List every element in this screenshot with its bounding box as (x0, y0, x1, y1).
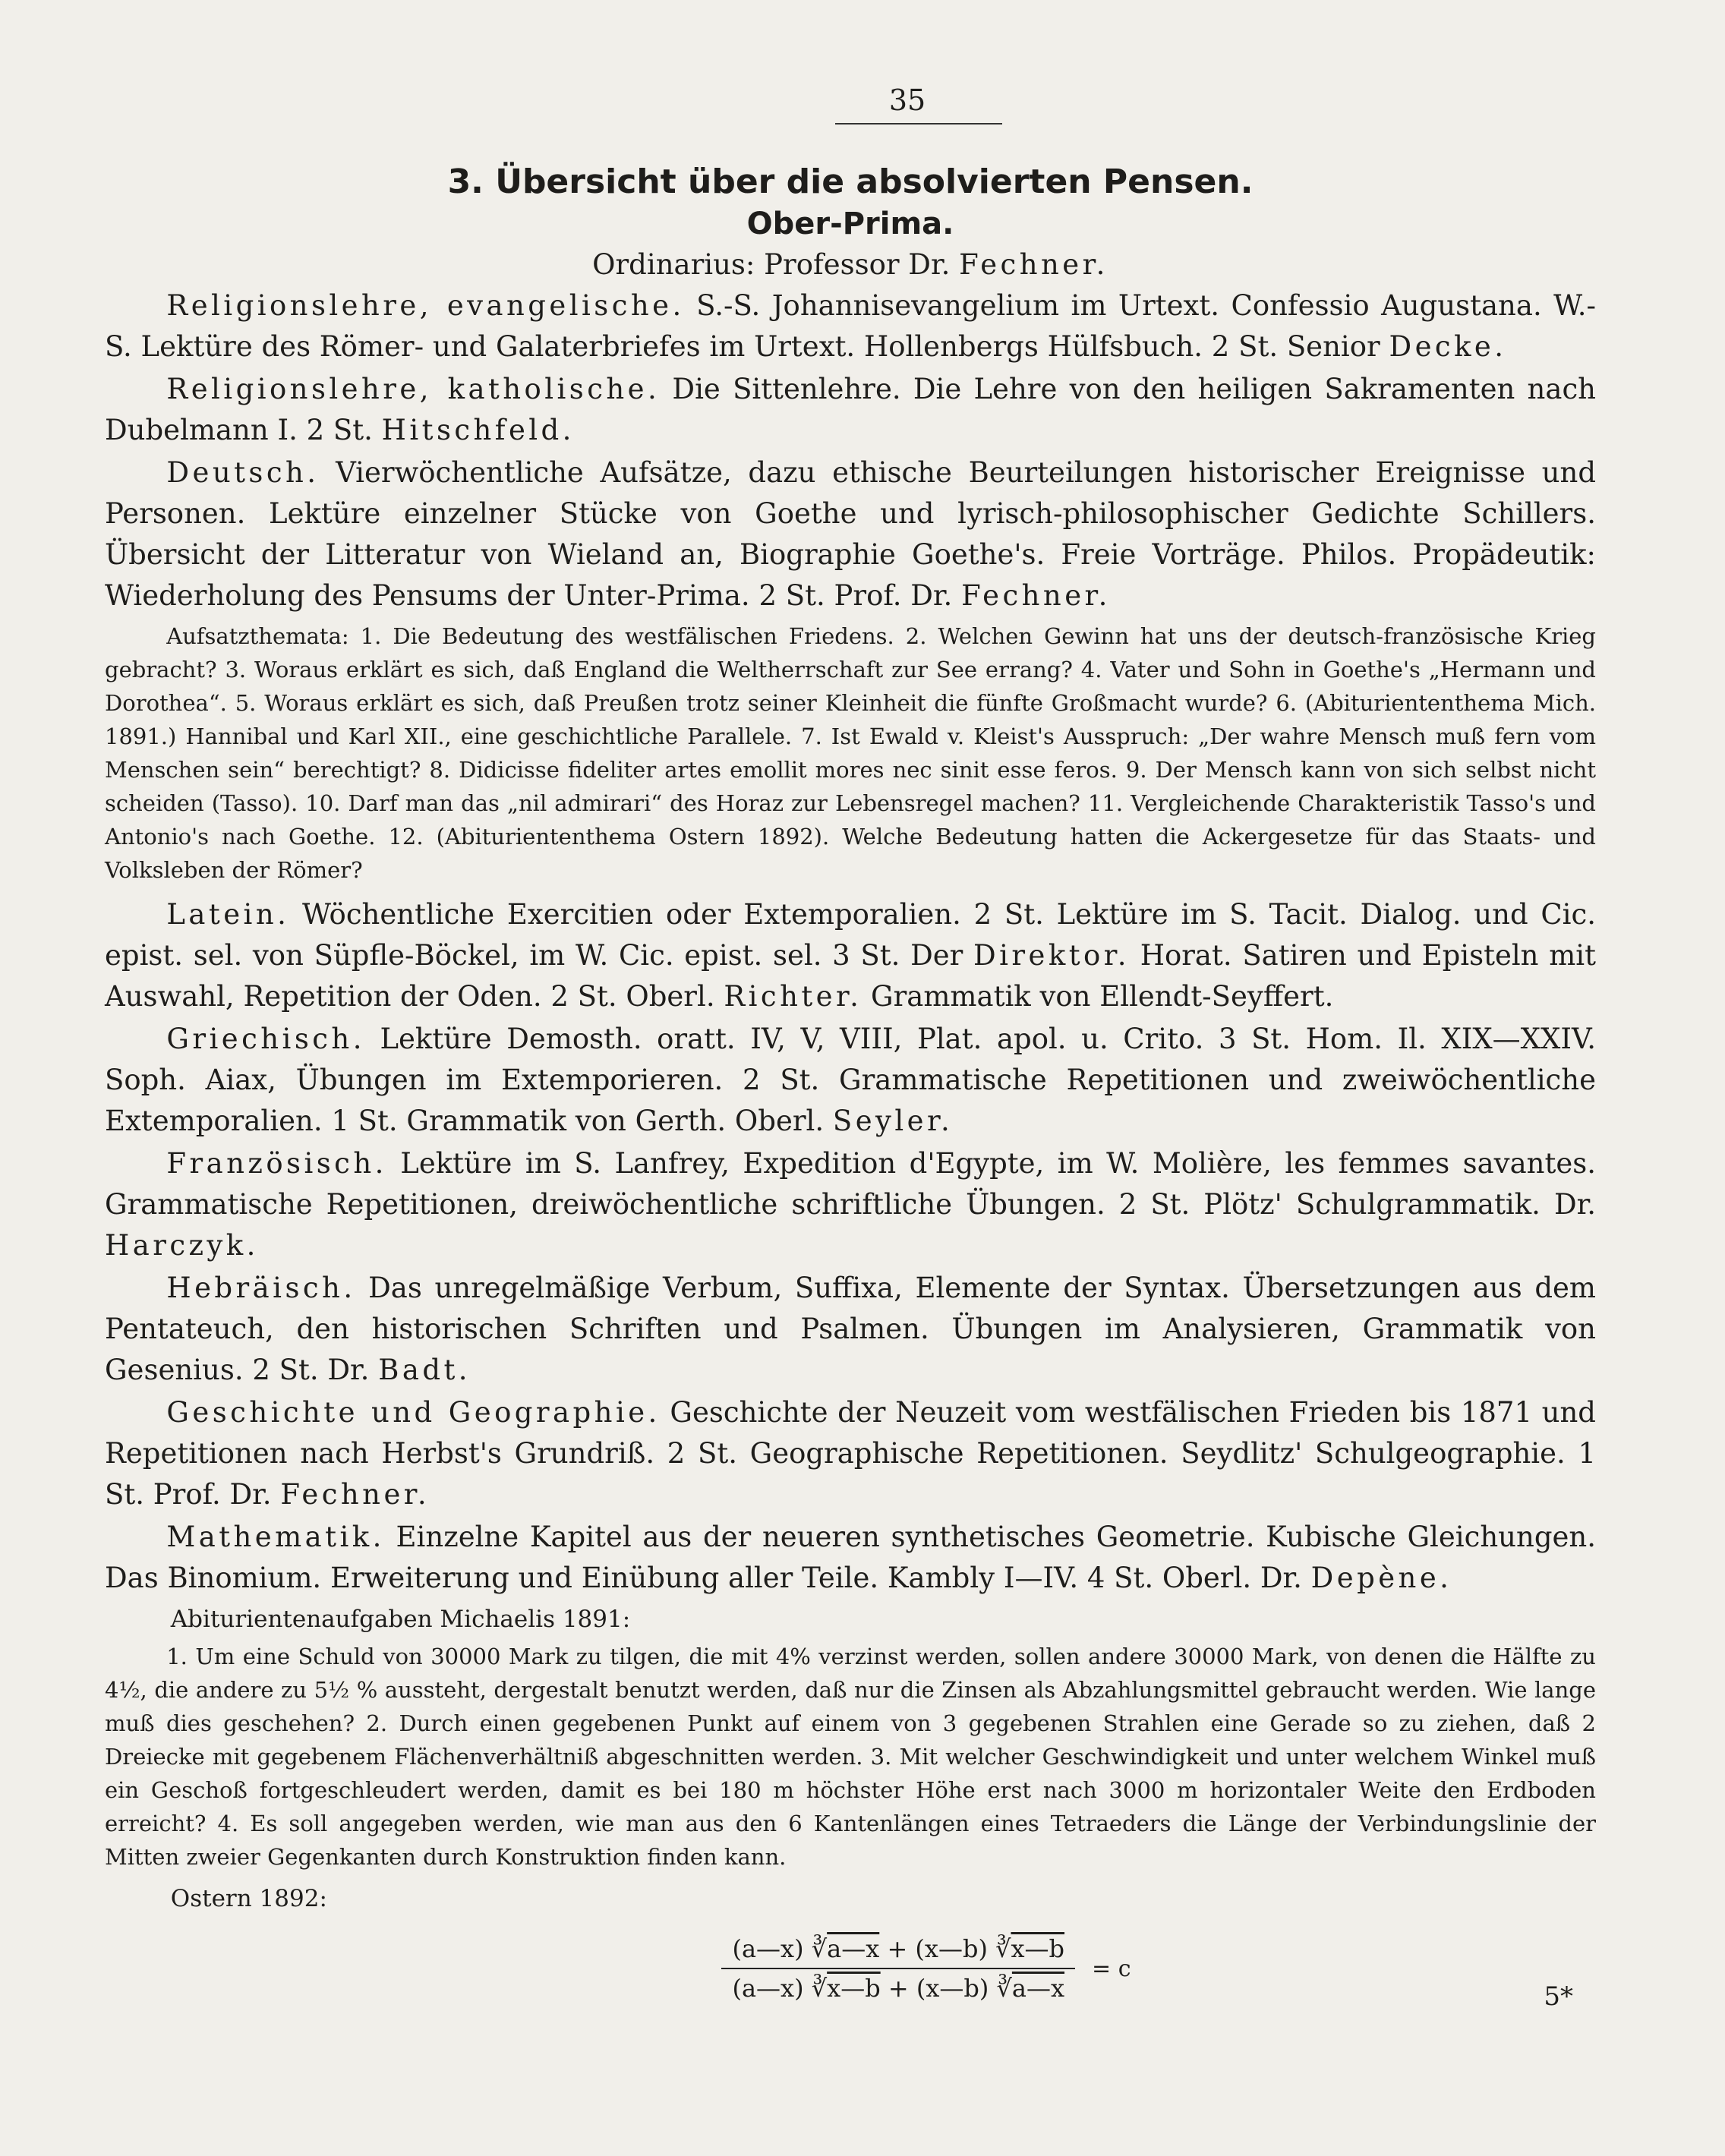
subject-text: Wöchentliche Exercitien oder Extemporalien. 2 St. Lektüre im S. Tacit. Dialog. und Cic. epist. sel. von Süpfle-Böckel, im W. Cic. epist. sel. 3 St. Der (105, 898, 1596, 972)
teacher-name: Depène. (1310, 1562, 1452, 1594)
subject-name: Griechisch. (166, 1023, 365, 1055)
subject-name: Geschichte und Geographie. (166, 1396, 661, 1429)
ordinarius-name: Fechner. (959, 248, 1108, 281)
ordinarius-label: Ordinarius: Professor Dr. (592, 248, 960, 281)
class-title: Ober-Prima. (746, 206, 954, 241)
essay-themes: Aufsatzthemata: 1. Die Bedeutung des westfälischen Friedens. 2. Welchen Gewinn hat uns der deutsch-französische Krieg gebracht? 3. Woraus erklärt es sich, daß England die Weltherrschaft zur See errang? 4. Vater und Sohn in Goethe's „Hermann und Dorothea“. 5. Woraus erklärt es sich, daß Preußen trotz seiner Kleinheit die fünfte Großmacht wurde? 6. (Abituriententhema Mich. 1891.) Hannibal und Karl XII., eine geschichtliche Parallele. 7. Ist Ewald v. Kleist's Ausspruch: „Der wahre Mensch muß fern vom Menschen sein“ berechtigt? 8. Didicisse fideliter artes emollit mores nec sinit esse feros. 9. Der Mensch kann von sich selbst nicht scheiden (Tasso). 10. Darf man das „nil admirari“ des Horaz zur Lebensregel machen? 11. Vergleichende Charakteristik Tasso's und Antonio's nach Goethe. 12. (Abituriententhema Ostern 1892). Welche Bedeutung hatten die Ackergesetze für das Staats- und Volksleben der Römer? (105, 623, 1596, 883)
subject-latin (105, 894, 1596, 1017)
subject-text: Die Sittenlehre. Die Lehre von den heiligen Sakramenten nach Dubelmann I. 2 St. (105, 373, 1596, 446)
abitur-heading-michaelis: Abiturientenaufgaben Michaelis 1891: (170, 1606, 631, 1633)
formula-rhs: = c (1092, 1955, 1131, 1982)
subject-hebrew (105, 1268, 1596, 1391)
teacher-name: Seyler. (832, 1105, 954, 1137)
subject-text: Lektüre Demosth. oratt. IV, V, VIII, Plat. apol. u. Crito. 3 St. Hom. Il. XIX—XXIV. Soph. Aiax, Übungen im Extemporieren. 2 St. Grammatische Repetitionen und zweiwöchentliche Extemporalien. 1 St. Grammatik von Gerth. Oberl. (105, 1023, 1596, 1137)
formula-numerator: (a—x) ∛a—x + (x—b) ∛x—b (732, 1934, 1065, 1963)
subject-mathematics (105, 1517, 1596, 1599)
abitur-tasks-michaelis: 1. Um eine Schuld von 30000 Mark zu tilgen, die mit 4% verzinst werden, sollen andere 30000 Mark, von denen die Hälfte zu 4½, die andere zu 5½ % aussteht, dergestalt benutzt werden, daß nur die Zinsen als Abzahlungsmittel gebraucht werden. Wie lange muß dies geschehen? 2. Durch einen gegebenen Punkt auf einem von 3 gegebenen Strahlen eine Gerade so zu ziehen, daß 2 Dreiecke mit gegebenem Flächenverhältniß abgeschnitten werden. 3. Mit welcher Geschwindigkeit und unter welchem Winkel muß ein Geschoß fortgeschleudert werden, damit es bei 180 m höchster Höhe erst nach 3000 m horizontaler Weite den Erdboden erreicht? 4. Es soll angegeben werden, wie man aus den 6 Kantenlängen eines Tetraeders die Länge der Verbindungslinie der Mitten zweier Gegenkanten durch Konstruktion finden kann. (105, 1644, 1596, 1870)
subject-name: Latein. (166, 898, 290, 931)
abitur-heading-ostern: Ostern 1892: (170, 1885, 327, 1912)
subject-religion-evangelical (105, 285, 1596, 367)
subject-text: Das unregelmäßige Verbum, Suffixa, Elemente der Syntax. Übersetzungen aus dem Pentateuch, den historischen Schriften und Psalmen. Übungen im Analysieren, Grammatik von Gesenius. 2 St. Dr. (105, 1272, 1596, 1386)
teacher-name: Fechner. (961, 579, 1111, 612)
subject-name: Französisch. (166, 1147, 387, 1180)
subject-name: Hebräisch. (166, 1272, 356, 1304)
subject-text: Horat. Satiren und Episteln mit Auswahl, Repetition der Oden. 2 St. Oberl. (105, 939, 1596, 1013)
teacher-name: Fechner. (280, 1478, 430, 1511)
subject-text: Lektüre im S. Lanfrey, Expedition d'Egypte, im W. Molière, les femmes savantes. Grammatische Repetitionen, dreiwöchentliche schriftliche Übungen. 2 St. Plötz' Schulgrammatik. Dr. (105, 1147, 1596, 1221)
ordinarius-line (105, 244, 1596, 285)
teacher-name: Decke. (1389, 330, 1507, 363)
cubic-formula (105, 1930, 1596, 2007)
subject-history-geography (105, 1392, 1596, 1515)
subject-name: Mathematik. (166, 1521, 385, 1553)
teacher-name: Richter. (724, 980, 862, 1013)
subject-text: Einzelne Kapitel aus der neueren synthetisches Geometrie. Kubische Gleichungen. Das Binomium. Erweiterung und Einübung aller Teile. Kambly I—IV. 4 St. Oberl. Dr. (105, 1521, 1596, 1594)
subject-name: Religionslehre, evangelische. (166, 289, 685, 322)
subject-text: Grammatik von Ellendt-Seyffert. (862, 980, 1334, 1013)
formula-fraction (721, 1930, 1075, 2007)
subject-text: Geschichte der Neuzeit vom westfälischen Frieden bis 1871 und Repetitionen nach Herbst's Grundriß. 2 St. Geographische Repetitionen. Seydlitz' Schulgeographie. 1 St. Prof. Dr. (105, 1396, 1596, 1511)
teacher-name: Hitschfeld. (381, 414, 575, 446)
subject-name: Religionslehre, katholische. (166, 373, 661, 405)
teacher-name: Badt. (378, 1354, 471, 1386)
signature-mark: 5* (1544, 1981, 1573, 2012)
subject-text: Vierwöchentliche Aufsätze, dazu ethische Beurteilungen historischer Ereignisse und Personen. Lektüre einzelner Stücke von Goethe und lyrisch-philosophischer Gedichte Schillers. Übersicht der Litteratur von Wieland an, Biographie Goethe's. Freie Vorträge. Philos. Propädeutik: Wiederholung des Pensums der Unter-Prima. 2 St. Prof. Dr. (105, 456, 1596, 612)
page-number: 35 (888, 84, 926, 117)
subject-german (105, 452, 1596, 616)
section-title: 3. Übersicht über die absolvierten Pensen. (447, 162, 1254, 201)
teacher-name: Harczyk. (105, 1229, 259, 1262)
formula-denominator: (a—x) ∛x—b + (x—b) ∛a—x (732, 1974, 1065, 2003)
subject-text: S.-S. Johannisevangelium im Urtext. Confessio Augustana. W.-S. Lektüre des Römer- und Galaterbriefes im Urtext. Hollenbergs Hülfsbuch. 2 St. Senior (105, 289, 1597, 363)
header-rule (835, 123, 1002, 125)
subject-name: Deutsch. (166, 456, 320, 489)
teacher-name: Direktor. (973, 939, 1131, 972)
subject-greek (105, 1019, 1596, 1142)
subject-religion-catholic (105, 369, 1596, 451)
subject-french (105, 1143, 1596, 1266)
